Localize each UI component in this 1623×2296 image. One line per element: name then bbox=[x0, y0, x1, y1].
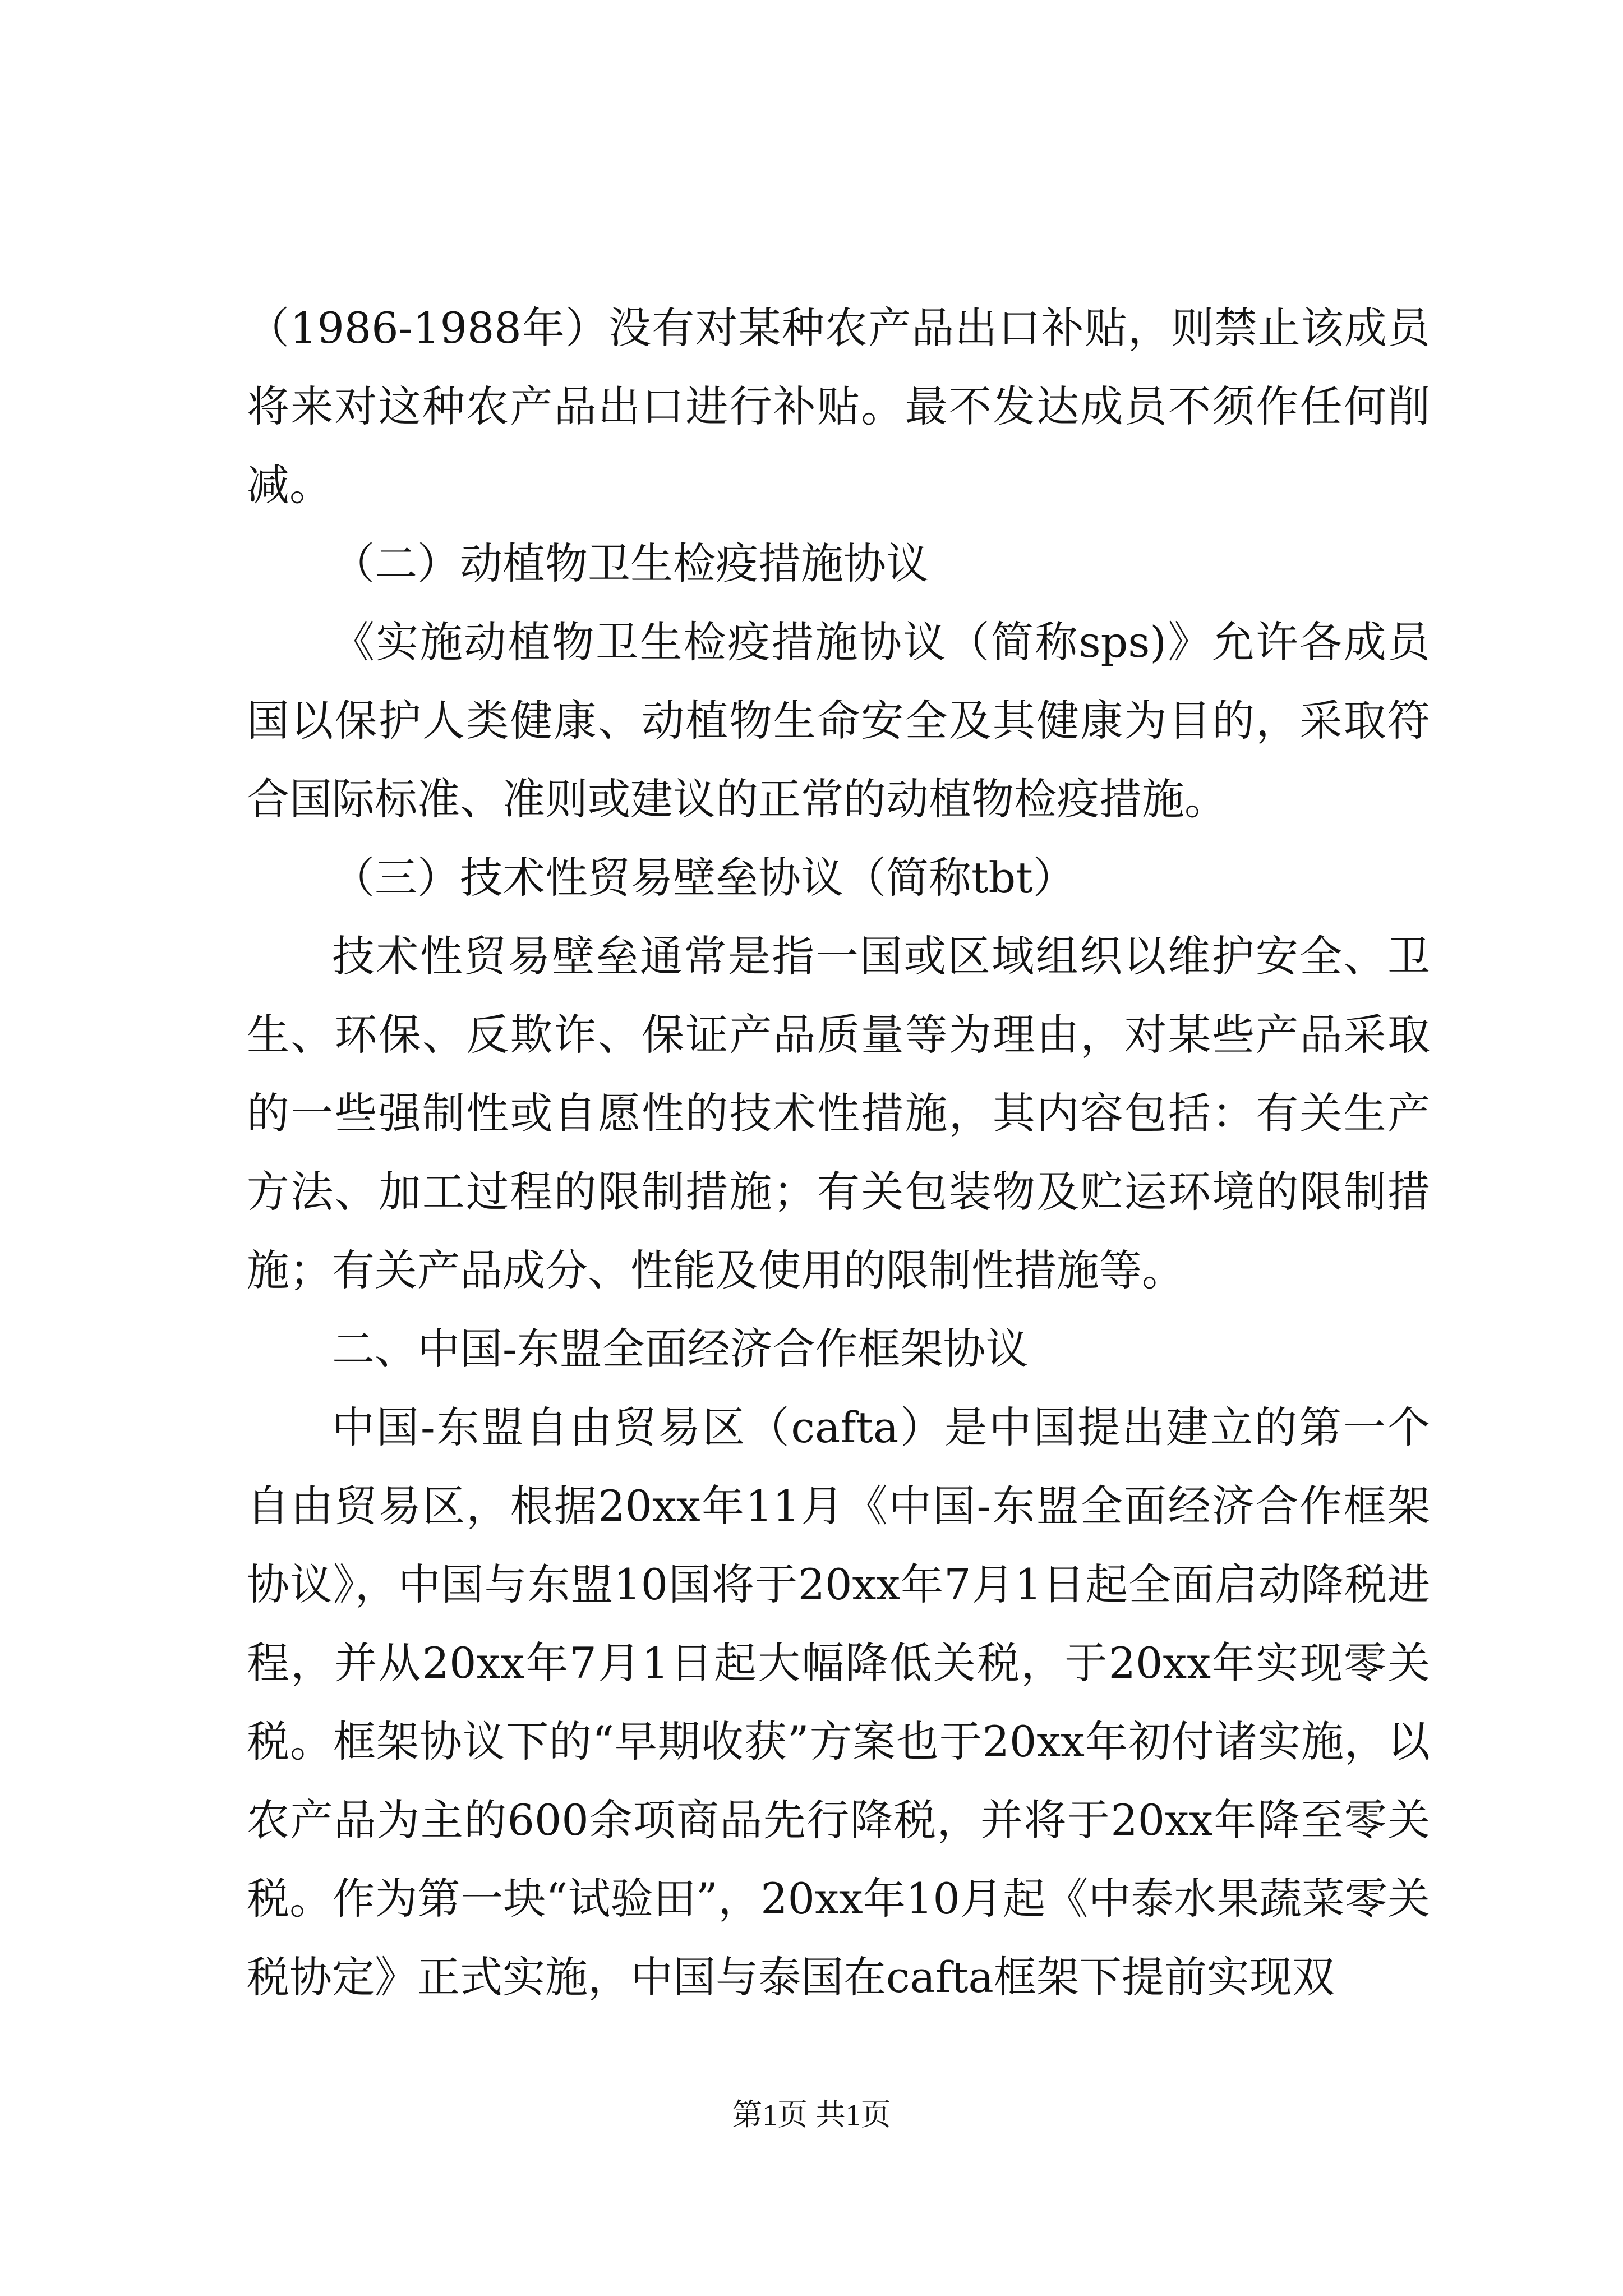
section-heading-cafta: 二、中国-东盟全面经济合作框架协议 bbox=[332, 1324, 1029, 1374]
paragraph: （1986-1988年）没有对某种农产品出口补贴，则禁止该成员将来对这种农产品出口进行补贴。最不发达成员不须作任何削减。 bbox=[247, 303, 1430, 510]
paragraph: 技术性贸易壁垒通常是指一国或区域组织以维护安全、卫生、环保、反欺诈、保证产品质量等为理由，对某些产品采取的一些强制性或自愿性的技术性措施，其内容包括：有关生产方法、加工过程的限制措施；有关包装物及贮运环境的限制措施；有关产品成分、性能及使用的限制性措施等。 bbox=[247, 931, 1430, 1295]
page-footer: 第1页 共1页 bbox=[732, 2098, 891, 2132]
document-body bbox=[247, 289, 1430, 2017]
section-heading-tbt: （三）技术性贸易壁垒协议（简称tbt） bbox=[332, 853, 1076, 903]
paragraph: 中国-东盟自由贸易区（cafta）是中国提出建立的第一个自由贸易区，根据20xx年11月《中国-东盟全面经济合作框架协议》，中国与东盟10国将于20xx年7月1日起全面启动降税进程，并从20xx年7月1日起大幅降低关税，于20xx年实现零关税。框架协议下的“早期收获”方案也于20xx年初付诸实施，以农产品为主的600余项商品先行降税，并将于20xx年降至零关税。作为第一块“试验田”，20xx年10月起《中泰水果蔬菜零关税协定》正式实施，中国与泰国在cafta框架下提前实现双 bbox=[247, 1402, 1430, 2002]
paragraph: 《实施动植物卫生检疫措施协议（简称sps)》允许各成员国以保护人类健康、动植物生命安全及其健康为目的，采取符合国际标准、准则或建议的正常的动植物检疫措施。 bbox=[247, 617, 1430, 824]
section-heading-sps: （二）动植物卫生检疫措施协议 bbox=[332, 539, 929, 588]
